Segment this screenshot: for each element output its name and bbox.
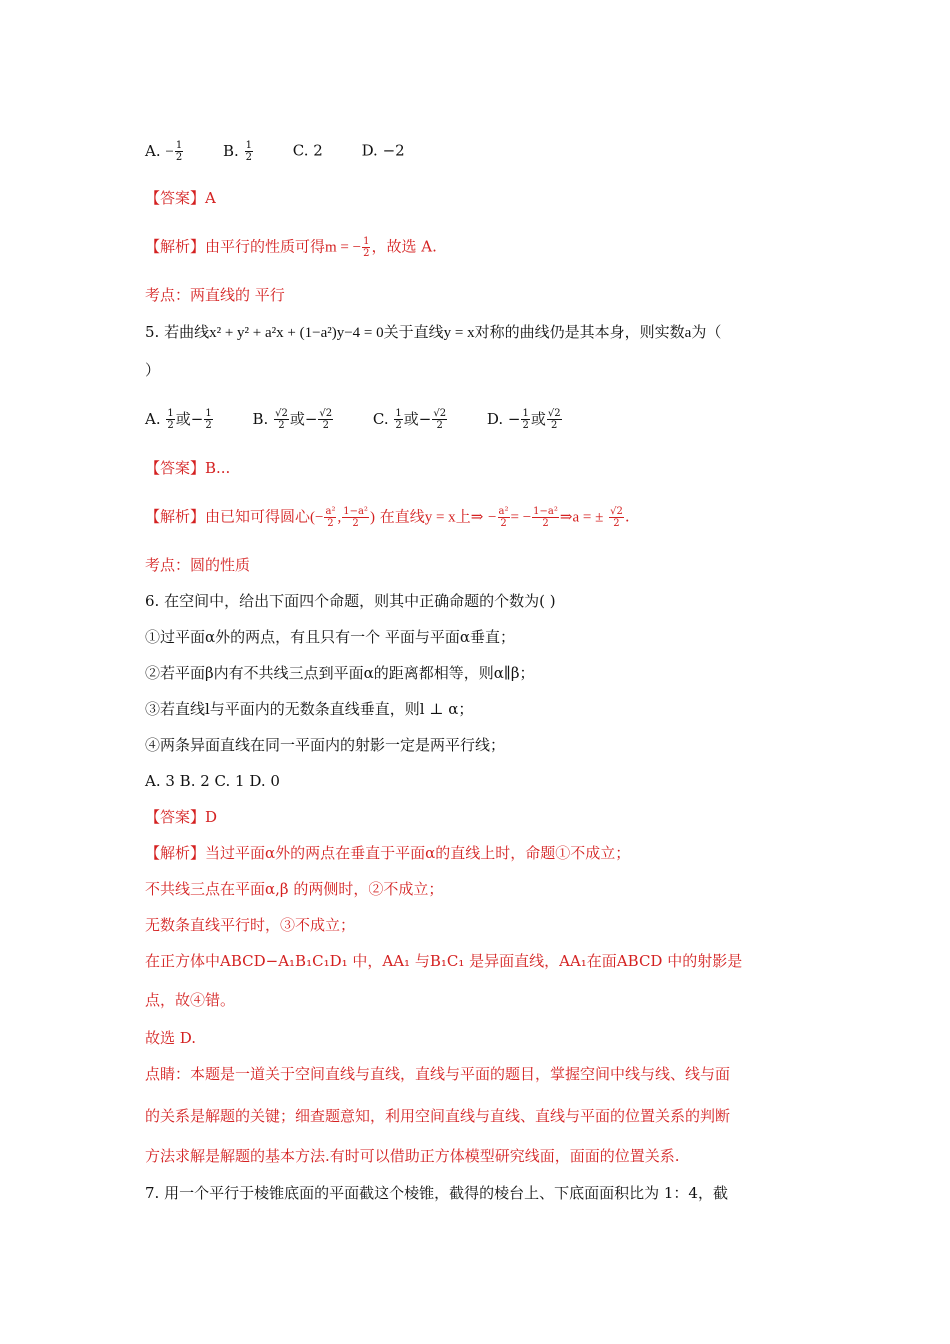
q4-option-a: A. − $\frac{1}{2}$ <box>145 140 183 163</box>
q6-stem: 6. 在空间中，给出下面四个命题，则其中正确命题的个数为( ) <box>145 592 556 610</box>
q7-stem: 7. 用一个平行于棱锥底面的平面截这个棱锥，截得的棱台上、下底面面积比为 1：4，截 <box>145 1184 728 1202</box>
q4-option-d: D. −2 <box>361 141 405 160</box>
q6-options: A. 3 B. 2 C. 1 D. 0 <box>145 772 280 790</box>
q4-kaodian: 考点：两直线的 平行 <box>145 286 285 304</box>
q4-answer: 【答案】A <box>145 189 216 207</box>
q5-option-c: C. $\frac{1}{2}$ 或− $\frac{√2}{2}$ <box>372 408 447 431</box>
q6-analysis-3: 无数条直线平行时，③不成立； <box>145 916 356 934</box>
q6-analysis-6: 故选 D. <box>145 1029 197 1047</box>
q4-option-c: C. 2 <box>292 141 323 160</box>
q6-proposition-1: ①过平面α外的两点，有且只有一个 平面与平面α垂直； <box>145 628 516 646</box>
q6-analysis-2: 不共线三点在平面α,β 的两侧时，②不成立； <box>145 880 444 898</box>
q6-dianjing-3: 方法求解是解题的基本方法.有时可以借助正方体模型研究线面，面面的位置关系. <box>145 1147 680 1165</box>
q4-option-b: B. $\frac{1}{2}$ <box>223 140 252 163</box>
q5-stem: 5. 若曲线x² + y² + a²x + (1−a²)y−4 = 0关于直线y = x对称的曲线仍是其本身，则实数a为（ <box>145 323 722 341</box>
q5-kaodian: 考点：圆的性质 <box>145 556 251 574</box>
q6-proposition-2: ②若平面β内有不共线三点到平面α的距离都相等，则α∥β； <box>145 664 535 682</box>
q5-option-a: A. $\frac{1}{2}$ 或− $\frac{1}{2}$ <box>145 408 212 431</box>
q4-options <box>145 140 405 163</box>
q5-options <box>145 408 563 431</box>
q6-analysis-1: 【解析】当过平面α外的两点在垂直于平面α的直线上时，命题①不成立； <box>145 844 631 862</box>
q5-analysis: 【解析】由已知可得圆心(− $\frac{\text{a²}}{2}$ , $\frac{\text{1−a²}}{2}$ ) 在直线y = x上⇒ − $\frac{\text{a²}}{2}$ = − $\frac{\text{1−a²}}{2}$ ⇒a = ± $\frac{√2}{2}$ . <box>145 506 630 529</box>
q4-analysis: 【解析】由平行的性质可得m = − $\frac{1}{2}$ ，故选 A. <box>145 236 437 259</box>
q6-dianjing-1: 点睛：本题是一道关于空间直线与直线，直线与平面的题目，掌握空间中线与线、线与面 <box>145 1065 731 1083</box>
q6-dianjing-2: 的关系是解题的关键；细查题意知，利用空间直线与直线、直线与平面的位置关系的判断 <box>145 1107 731 1125</box>
q5-option-b: B. $\frac{√2}{2}$ 或− $\frac{√2}{2}$ <box>252 408 333 431</box>
q6-answer: 【答案】D <box>145 808 218 826</box>
q5-answer: 【答案】B... <box>145 459 231 477</box>
q6-proposition-4: ④两条异面直线在同一平面内的射影一定是两平行线； <box>145 736 506 754</box>
q5-stem-close: ） <box>145 361 161 379</box>
q5-option-d: D. − $\frac{1}{2}$ 或 $\frac{√2}{2}$ <box>486 408 561 431</box>
q6-proposition-3: ③若直线l与平面内的无数条直线垂直，则l ⊥ α； <box>145 700 474 718</box>
q6-analysis-4: 在正方体中ABCD−A₁B₁C₁D₁ 中，AA₁ 与B₁C₁ 是异面直线，AA₁在面ABCD 中的射影是 <box>145 952 743 970</box>
q6-analysis-5: 点，故④错。 <box>145 991 236 1009</box>
